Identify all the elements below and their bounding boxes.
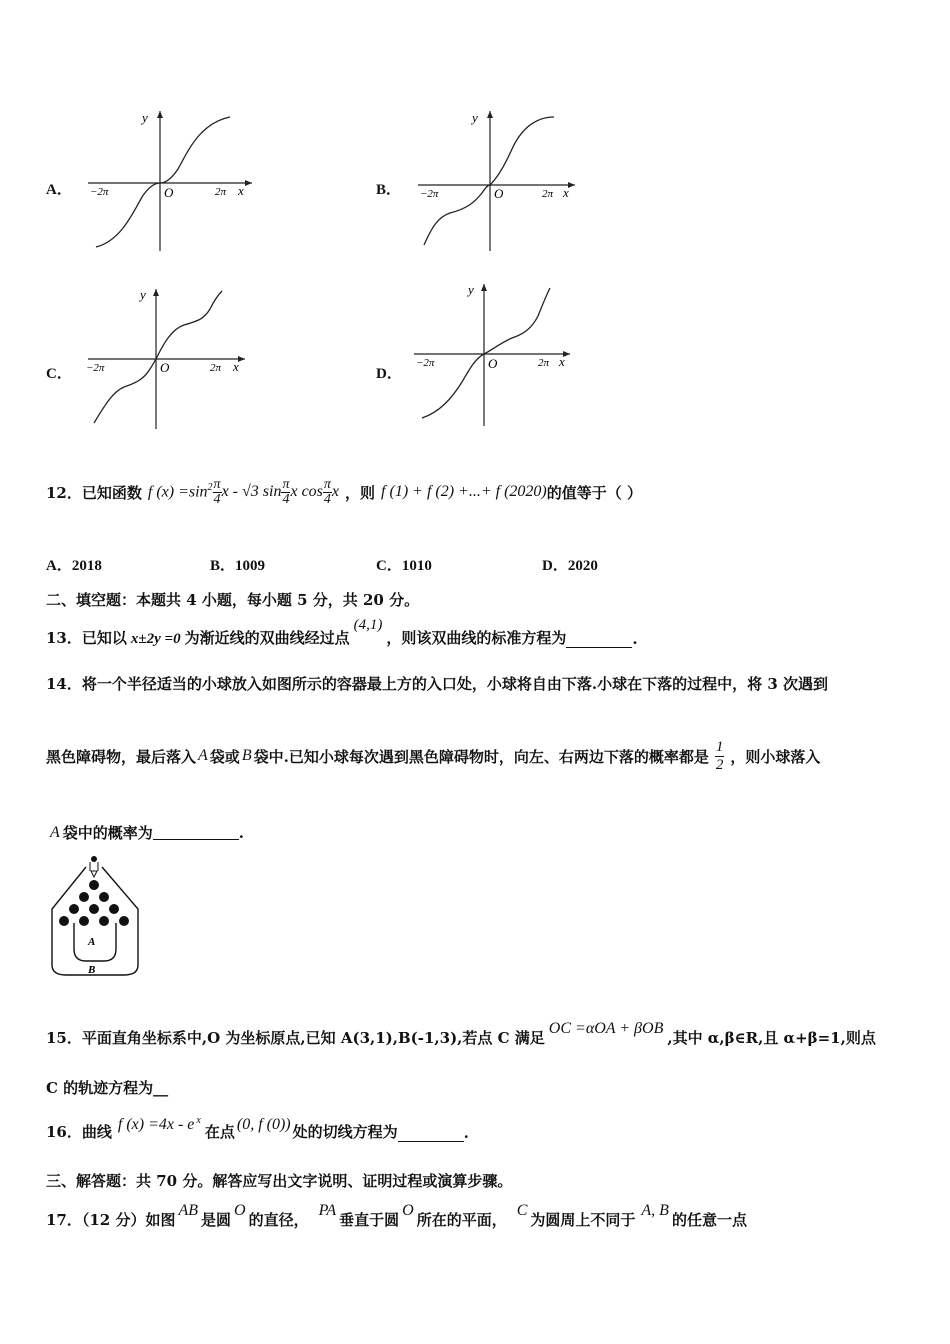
question-12: 12．已知函数 f $(x) =\sin^2$ $\frac{\pi}{4}$ x - √3 sin $\frac{\pi}{4}$ x cos $\frac{\pi}{4}$ x ，则 f (1) + f (2) +...+ f (2020) 的值等于（ ） [46, 476, 642, 507]
svg-text:O: O [164, 185, 174, 200]
option-a-label: A． [46, 182, 72, 198]
svg-text:−2π: −2π [90, 186, 109, 198]
galton-box-figure [46, 853, 146, 981]
svg-text:−2π: −2π [416, 357, 435, 369]
curve-a [96, 117, 230, 247]
svg-text:B: B [88, 964, 96, 976]
svg-text:x: x [233, 359, 239, 374]
svg-text:2π: 2π [215, 186, 227, 198]
svg-text:O: O [488, 356, 498, 371]
q12-option-b: B．1009 [210, 558, 266, 574]
section-2-heading: 二、填空题：本题共 4 小题，每小题 5 分，共 20 分。 [46, 591, 420, 609]
question-16: 16．曲线 f (x) =4x - e $^x$ 在点 (0, f (0)) 处的切线方程为 . [46, 1115, 469, 1142]
svg-text:−2π: −2π [86, 362, 105, 374]
svg-text:2π: 2π [538, 357, 550, 369]
svg-text:O: O [494, 186, 504, 201]
q12-option-a: A．2018 [46, 558, 102, 574]
option-c-label: C． [46, 366, 72, 382]
question-14-line1: 14．将一个半径适当的小球放入如图所示的容器最上方的入口处，小球将自由下落.小球在下落的过程中，将 3 次遇到 [46, 675, 828, 693]
q12-option-d: D．2020 [542, 558, 598, 574]
svg-text:y: y [468, 282, 474, 297]
svg-text:2π: 2π [210, 362, 222, 374]
graph-b [410, 105, 590, 255]
svg-text:y: y [142, 110, 148, 125]
q12-option-c: C．1010 [376, 558, 432, 574]
question-15-line2: C 的轨迹方程为__ [46, 1079, 169, 1097]
curve-d [422, 288, 550, 418]
svg-text:2π: 2π [542, 188, 554, 200]
svg-text:A: A [88, 936, 96, 948]
svg-text:x: x [563, 185, 569, 200]
graph-d [410, 280, 590, 430]
curve-b [424, 117, 554, 245]
option-d-label: D． [376, 366, 402, 382]
graph-a [80, 105, 260, 255]
question-14-line2: 黑色障碍物，最后落入 A 袋或 B 袋中.已知小球每次遇到黑色障碍物时，向左、右两边下落的概率都是 $\frac{1}{2}$ ，则小球落入 [46, 738, 821, 773]
curve-c [94, 291, 222, 423]
section-3-heading: 三、解答题：共 70 分。解答应写出文字说明、证明过程或演算步骤。 [46, 1172, 513, 1190]
svg-text:y: y [140, 287, 146, 302]
question-17: 17．（12 分）如图 AB 是圆 O 的直径， PA 垂直于圆 O 所在的平面， C 为圆周上不同于 A, B 的任意一点 [46, 1202, 747, 1229]
graph-c [80, 283, 260, 433]
question-13: 13．已知以 x±2y =0 为渐近线的双曲线经过点 (4,1) ，则该双曲线的标准方程为 . [46, 617, 638, 648]
question-14-line3: A 袋中的概率为 . [50, 823, 245, 842]
option-b-label: B． [376, 182, 402, 198]
svg-text:O: O [160, 360, 170, 375]
question-15: 15．平面直角坐标系中,O 为坐标原点,已知 A(3,1),B(-1,3),若点 C 满足 OC =αOA + βOB ,其中 α,β∈R,且 α+β=1,则点 [46, 1020, 876, 1047]
svg-text:−2π: −2π [420, 188, 439, 200]
svg-text:x: x [559, 354, 565, 369]
svg-text:y: y [472, 110, 478, 125]
svg-text:x: x [238, 183, 244, 198]
